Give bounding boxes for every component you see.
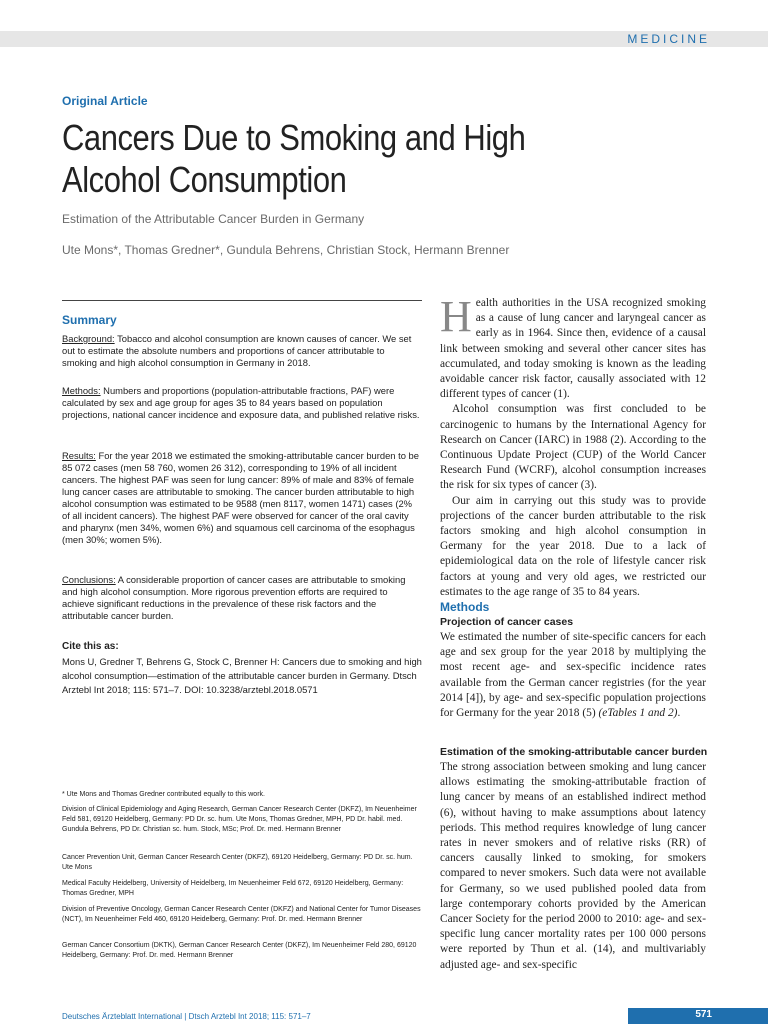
- footnote-affiliation: Division of Preventive Oncology, German Cancer Research Center (DKFZ) and National Center for Tumor Diseases (NCT), Im Neuenheimer Feld 460, 69120 Heidelberg, Germany: Prof. Dr. med. Hermann Brenner: [62, 906, 421, 923]
- etables-reference: (eTables 1 and 2): [598, 707, 678, 720]
- section-label: MEDICINE: [627, 32, 710, 46]
- methods-paragraph: [440, 630, 706, 721]
- cite-text: Mons U, Gredner T, Behrens G, Stock C, Brenner H: Cancers due to smoking and high alcohol consumption—estimation of the attributable cancer burden in Germany. Dtsch Arztebl Int 2018; 115: 571–7. DOI: 10.3238/arztebl.2018.0571: [62, 656, 422, 695]
- footnote-affiliation: Cancer Prevention Unit, German Cancer Research Center (DKFZ), 69120 Heidelberg, Germany: PD Dr. sc. hum. Ute Mons: [62, 854, 413, 871]
- results-label: Results:: [62, 450, 96, 461]
- results-text: For the year 2018 we estimated the smoking-attributable cancer burden to be 85 072 cases (men 58 760, women 26 312), corresponding to 19% of all incident cancers. The highest PAF was seen for lung cancer: 89% of male and 83% of female lung cancer cases are attributable to smoking. The cancer burden attributable to high alcohol consumption was estimated to be 9588 (men 8117, women 1471) cases (2% of all incident cancers). The highest PAF were observed for cancer of the oral cavity and pharynx (men 34%, women 6%) and squamous cell carcinoma of the esophagus (men 30%; women 5%).: [62, 450, 419, 545]
- page-number: 571: [695, 1009, 712, 1020]
- methods-heading: Methods: [440, 600, 490, 614]
- introduction-body: [440, 292, 706, 600]
- methods-label: Methods:: [62, 385, 101, 396]
- article-type: Original Article: [62, 94, 148, 108]
- intro-paragraph: [440, 292, 706, 402]
- conclusions-label: Conclusions:: [62, 574, 116, 585]
- projection-subheading: Projection of cancer cases: [440, 616, 574, 628]
- footnote-equal-contribution: * Ute Mons and Thomas Gredner contributed equally to this work.: [62, 791, 265, 798]
- summary-methods: [62, 385, 422, 421]
- smoking-subheading: Estimation of the smoking-attributable cancer burden: [440, 746, 708, 758]
- intro-paragraph: Our aim in carrying out this study was to provide projections of the cancer burden attributable to the risk factors smoking and high alcohol consumption in Germany for the year 2018. Due to a lack of epidemiological data on the role of lifestyle cancer risk factors at young and very old ages, we restricted our estimates to the age range of 35 to 84 years.: [440, 494, 706, 598]
- footnote-affiliation: Medical Faculty Heidelberg, University of Heidelberg, Im Neuenheimer Feld 672, 69120 Heidelberg, Germany: Thomas Gredner, MPH: [62, 880, 404, 897]
- intro-paragraph: Alcohol consumption was first concluded to be carcinogenic to humans by the International Agency for Research on Cancer (IARC) in 1988 (2). According to the Continuous Update Project (CUP) of the World Cancer Research Fund (WCRF), alcohol consumption increases the risk for six types of cancer (3).: [440, 403, 706, 492]
- footer-journal-citation: Deutsches Ärzteblatt International | Dtsch Arztebl Int 2018; 115: 571–7: [62, 1012, 311, 1021]
- background-label: Background:: [62, 333, 115, 344]
- dropcap: H: [440, 292, 472, 341]
- methods-text: Numbers and proportions (population-attributable fractions, PAF) were calculated by sex and age group for ages 35 to 84 years based on population projections, national cancer incidence and exposure data, and published relative risks.: [62, 385, 420, 420]
- footnote-affiliation: Division of Clinical Epidemiology and Aging Research, German Cancer Research Center (DKFZ), Im Neuenheimer Feld 581, 69120 Heidelberg, Germany: PD Dr. sc. hum. Ute Mons, Thomas Gredner, MPH, PD Dr. habil. med. Gundula Behrens, PD Dr. Christian sc. hum. Stock, MSc; Prof. Dr. med. Hermann Brenner: [62, 806, 417, 833]
- article-title: Cancers Due to Smoking and High Alcohol Consumption: [62, 117, 526, 200]
- footnote-affiliation: German Cancer Consortium (DKTK), German Cancer Research Center (DKFZ), Im Neuenheimer Feld 280, 69120 Heidelberg, Germany: Prof. Dr. med. Hermann Brenner: [62, 942, 417, 959]
- summary-conclusions: [62, 574, 422, 622]
- summary-background: [62, 333, 422, 369]
- cite-heading: Cite this as:: [62, 641, 119, 652]
- background-text: Tobacco and alcohol consumption are known causes of cancer. We set out to estimate the absolute numbers and proportions of cancer attributable to smoking and high alcohol consumption in Germany in 2018.: [62, 333, 412, 368]
- methods-paragraph-end: .: [677, 707, 681, 720]
- conclusions-text: A considerable proportion of cancer cases are attributable to smoking and high alcohol consumption. More rigorous prevention efforts are required to achieve significant reductions in the prevalence of these risk factors and the attributable cancer burden.: [62, 574, 406, 621]
- article-subtitle: Estimation of the Attributable Cancer Burden in Germany: [62, 212, 365, 226]
- author-list: Ute Mons*, Thomas Gredner*, Gundula Behrens, Christian Stock, Hermann Brenner: [62, 243, 510, 257]
- summary-rule: [62, 300, 422, 301]
- summary-heading: Summary: [62, 313, 117, 327]
- methods-paragraph-text: We estimated the number of site-specific cancers for each age and sex group for the year 2018 by multiplying the most recent age- and sex-specific incidence rates available from the German cancer registries (for the year 2014 [4]), by age- and sex-specific population projections for Germany for the year 2018 (5): [440, 631, 706, 720]
- methods-paragraph: The strong association between smoking and lung cancer allows estimating the smoking-attributable fraction of lung cancer by means of an established indirect method (6), without having to make assumptions about latency periods. This method requires knowledge of lung cancer rates in never smokers and of relative risks (RR) of cancers causally linked to smoking, for smokers compared to never smokers. Such data were not available for Germany, so we used published pooled data from large contemporary cohorts provided by the American Cancer Society for the period 2000 to 2010: age- and sex-specific lung cancer mortality rates per 100 000 persons were reported by Thun et al. (14), and multivariably adjusted age- and sex-specific: [440, 761, 706, 971]
- intro-paragraph-text: ealth authorities in the USA recognized smoking as a cause of lung cancer and laryngeal cancer as early as in 1964. Since then, evidence of a causal link between smoking and several other cancer sites has accumulated, and today smoking is known as the leading avoidable cancer risk factor, causally associated with 12 different types of cancer (1).: [440, 297, 706, 401]
- summary-results: [62, 450, 422, 546]
